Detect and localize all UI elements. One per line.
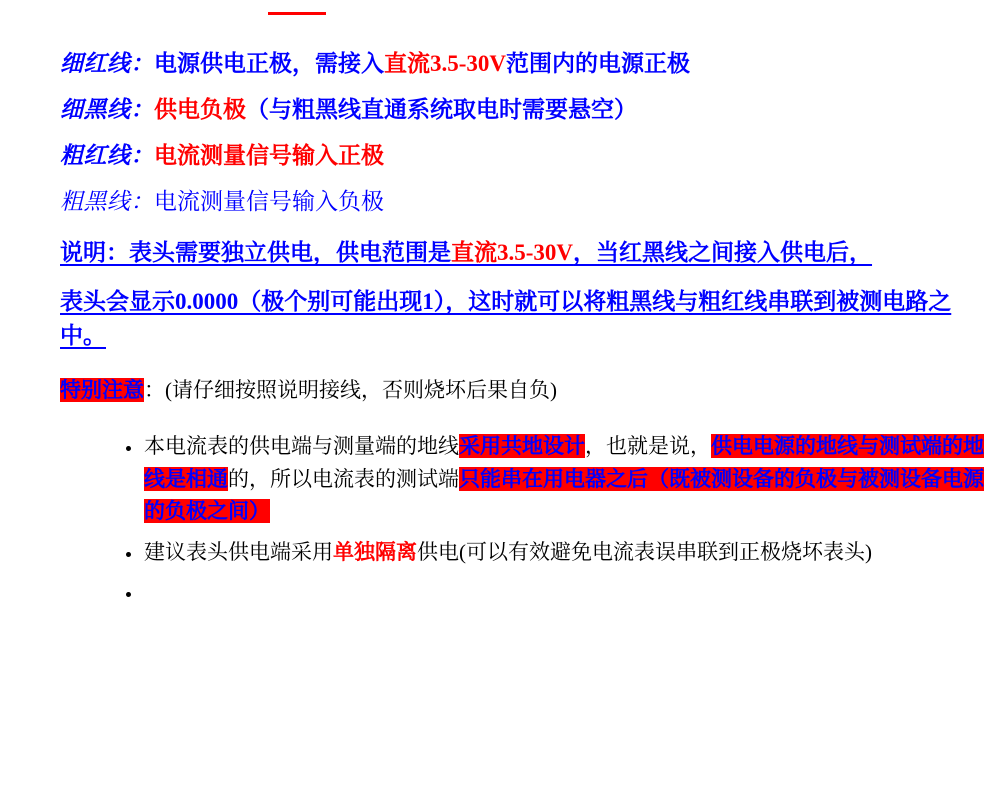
bullet-1-seg-3: ，也就是说，	[585, 434, 711, 459]
wire-text-1b: 直流3.5-30V	[384, 51, 507, 76]
list-item	[144, 430, 984, 528]
note-1c: ，当红黑线之间接入供电后，	[573, 240, 873, 265]
special-warning	[60, 374, 984, 404]
note-paragraph-1	[60, 236, 984, 269]
bullet-2-seg-1: 建议表头供电端采用	[144, 539, 333, 564]
wire-text-4a: 电流测量信号输入负极	[154, 189, 384, 214]
wire-line-thin-black	[60, 98, 984, 121]
wire-line-thin-red	[60, 52, 984, 75]
note-2a: 表头会显示0.0000（极个别可能出现1），这时就可以将粗黑线与粗红线串联到被测电路之中。	[60, 289, 952, 348]
note-paragraph-2	[60, 285, 984, 352]
wire-text-1c: 范围内的电源正极	[506, 51, 691, 76]
special-warning-colon: ：	[144, 378, 165, 403]
wire-line-thick-black	[60, 190, 984, 213]
wire-text-2b: （与粗黑线直通系统取电时需要悬空）	[246, 97, 637, 122]
bullet-1-seg-5: 的，所以电流表的测试端	[228, 466, 459, 491]
special-warning-text: (请仔细按照说明接线，否则烧坏后果自负)	[165, 378, 557, 403]
note-1b: 直流3.5-30V	[451, 240, 574, 265]
wire-label-thick-red: 粗红线：	[60, 143, 154, 168]
bullet-1-seg-2: 采用共地设计	[459, 434, 585, 459]
special-warning-highlight: 特别注意	[60, 378, 144, 403]
wire-text-3a: 电流测量信号输入正极	[154, 143, 384, 168]
bullet-2-seg-3: 供电(可以有效避免电流表误串联到正极烧坏表头)	[417, 539, 872, 564]
wire-text-2a: 供电负极	[154, 97, 246, 122]
wire-line-thick-red	[60, 144, 984, 167]
bullet-1-seg-4: 供电电源的地线与测试端的地线是相通	[144, 434, 984, 491]
bullet-2-seg-2: 单独隔离	[333, 539, 417, 564]
wire-label-thin-red: 细红线：	[60, 51, 154, 76]
top-red-underline-stub	[268, 0, 326, 15]
wire-label-thick-black: 粗黑线：	[60, 189, 154, 214]
list-item	[144, 536, 984, 569]
list-item	[144, 576, 984, 594]
wire-label-thin-black: 细黑线：	[60, 97, 154, 122]
note-1a: 说明：表头需要独立供电，供电范围是	[60, 240, 451, 265]
bullet-1-seg-6: 只能串在用电器之后（既被测设备的负极与被测设备电源的负极之间）	[144, 466, 984, 524]
wire-text-1a: 电源供电正极，需接入	[154, 51, 384, 76]
notice-bullet-list	[60, 430, 984, 594]
bullet-1-seg-1: 本电流表的供电端与测量端的地线	[144, 434, 459, 459]
